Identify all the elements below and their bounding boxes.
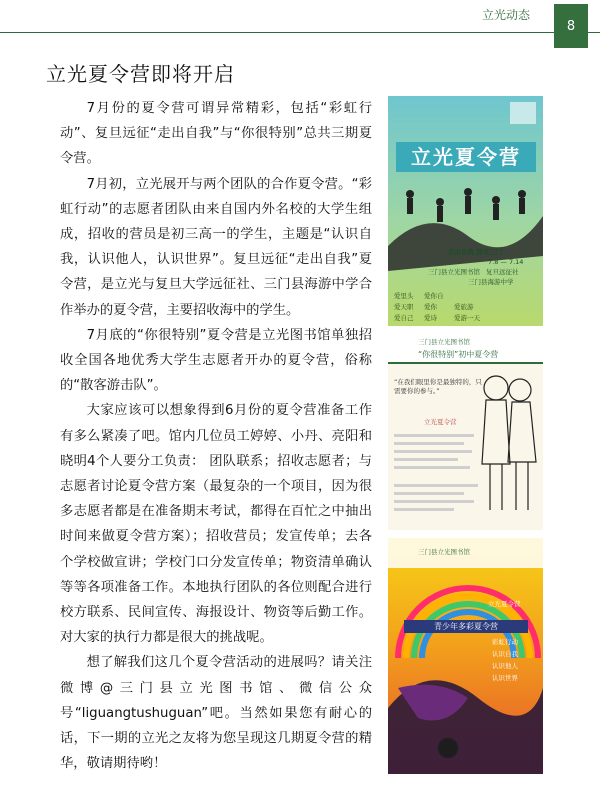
article-paragraph: 想了解我们这几个夏令营活动的进展吗？请关注微博@三门县立光图书馆、微信公众号“liguangtushuguan”吧。当然如果您有耐心的话，下一期的立光之友将为您呈现这几期夏令营的精华，敬请期待哟！	[60, 655, 372, 772]
poster3-line: 认识他人	[492, 662, 518, 670]
page-number: 8	[554, 4, 588, 48]
poster1-slogan: 爱游一天	[454, 314, 480, 322]
poster1-organizer: 三门县海游中学	[468, 278, 514, 286]
poster1-slogan: 爱你	[424, 303, 437, 311]
poster3-line: 立光夏令营	[488, 600, 521, 608]
article-paragraph: 7月初，立光展开与两个团队的合作夏令营。“彩虹行动”的志愿者团队由来自国内外名校的大学生组成，招收的营员是初三高一的学生，主题是“认识自我，认识他人，认识世界”。复旦远征“走出自我”夏令营，是立光与复旦大学远征社、三门县海游中学合作举办的夏令营，主要招收海中的学生。	[60, 176, 372, 318]
poster3-header: 三门县立光图书馆	[418, 548, 470, 556]
poster1-subtitle: 走出自我 探寻三门	[448, 248, 503, 256]
poster3-line: 认识世界	[492, 674, 518, 682]
poster1-dates: 7.8 — 7.14	[488, 258, 524, 266]
poster1-organizer: 三门县立光图书馆	[428, 268, 480, 276]
section-tag: 立光动态	[482, 8, 531, 22]
article-title: 立光夏令营即将开启	[46, 62, 235, 86]
poster-you-are-special	[388, 334, 543, 530]
article-paragraph: 7月底的“你很特别”夏令营是立光图书馆单独招收全国各地优秀大学生志愿者开办的夏令营，俗称的“散客游击队”。	[60, 327, 372, 394]
poster2-quote: “在我们眼里你是最独特的，只需要你的参与。”	[394, 378, 482, 395]
poster1-organizer: 复旦远征社	[486, 268, 519, 276]
poster1-slogan: 爱你自	[424, 292, 444, 300]
poster1-slogan: 爱旅游	[454, 303, 474, 311]
poster3-line: 认识自我	[492, 650, 518, 658]
poster1-slogan: 爱天职	[394, 303, 414, 311]
article-body	[60, 96, 372, 776]
poster1-slogan: 爱自己	[394, 314, 414, 322]
poster3-banner: 青少年多彩夏令营	[404, 620, 528, 633]
poster1-slogan: 爱诗	[424, 314, 437, 322]
poster3-line: 彩虹行动	[492, 638, 518, 646]
poster2-illustration	[388, 334, 543, 530]
poster3-illustration	[388, 538, 543, 774]
poster1-title: 立光夏令营	[396, 142, 536, 172]
article-paragraph: 7月份的夏令营可谓异常精彩，包括“彩虹行动”、复旦远征“走出自我”与“你很特别”总共三期夏令营。	[60, 101, 372, 167]
poster2-title: “你很特别”初中夏令营	[418, 350, 499, 359]
poster2-header: 三门县立光图书馆	[418, 338, 470, 346]
poster-summer-camp	[388, 96, 543, 326]
poster2-host: 立光夏令营	[424, 418, 457, 426]
header-rule	[0, 32, 600, 33]
article-paragraph: 大家应该可以想象得到6月份的夏令营准备工作有多么紧凑了吧。馆内几位员工婷婷、小丹、亮阳和晓明4个人要分工负责： 团队联系；招收志愿者；与志愿者讨论夏令营方案（最复杂的一个项目，因为很多志愿者都是在准备期末考试，都得在百忙之中抽出时间来做夏令营方案）；招收营员；发宣传单；去各个学校做宣讲；学校门口分发宣传单；物资清单确认等等各项准备工作。本地执行团队的各位则配合进行校方联系、民间宣传、海报设计、物资等后勤工作。对大家的执行力都是很大的挑战呢。	[60, 403, 372, 646]
poster1-slogan: 爱里头	[394, 292, 414, 300]
poster-rainbow-camp	[388, 538, 543, 774]
